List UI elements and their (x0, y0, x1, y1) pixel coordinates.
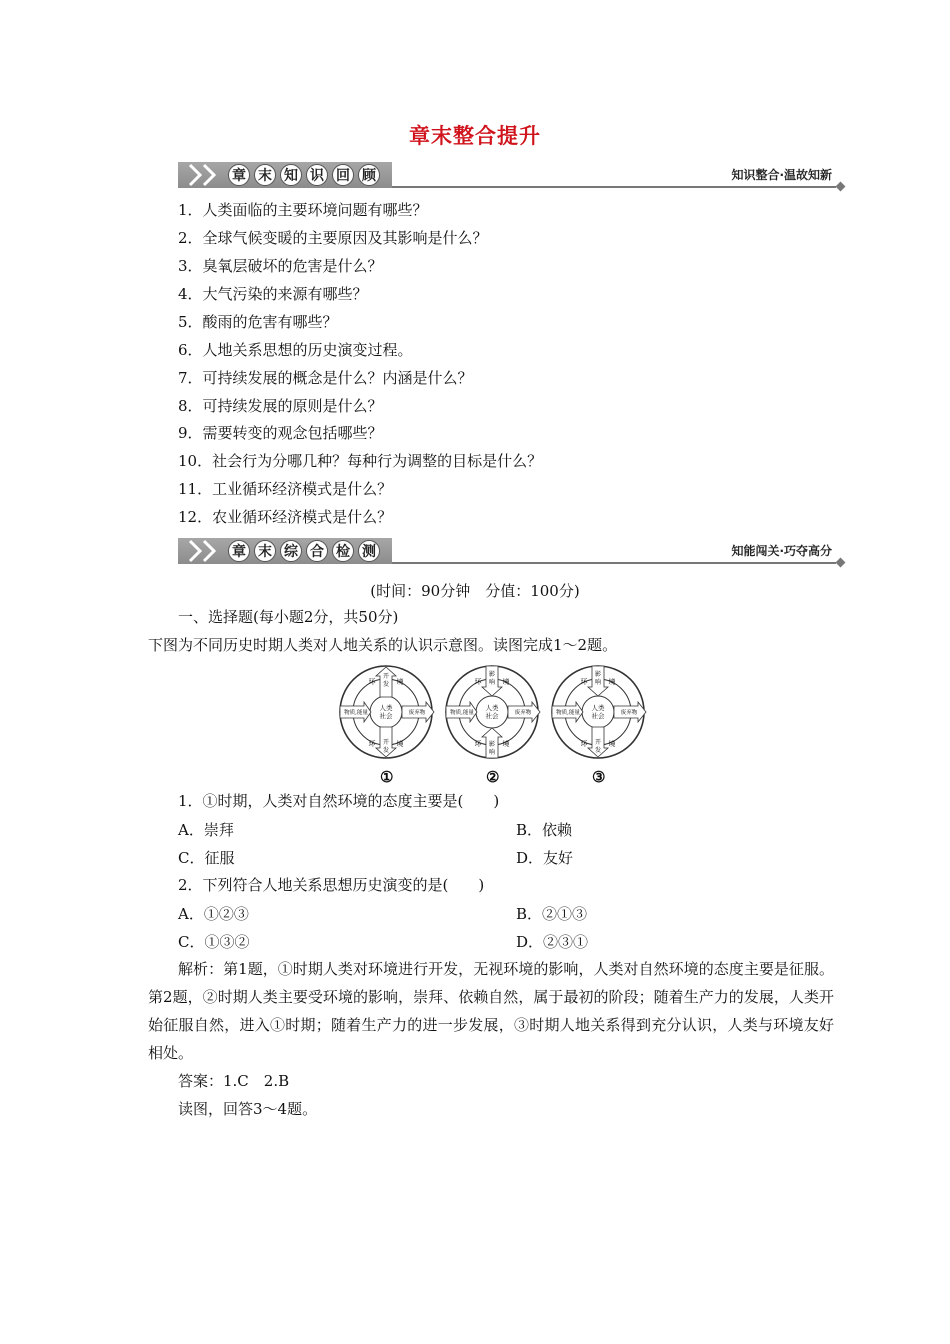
center-label: 人类 (485, 704, 499, 712)
center-label: 人类 (591, 704, 605, 712)
option-d: D．友好 (516, 849, 574, 867)
review-question: 2．全球气候变暖的主要原因及其影响是什么？ (178, 229, 488, 247)
develop-label: 发 (594, 747, 602, 754)
diamond-icon (836, 558, 846, 568)
chevron-right-icon (188, 539, 202, 563)
chevron-right-icon (202, 539, 216, 563)
page-title: 章末整合提升 (409, 123, 541, 148)
section-banner-review (178, 162, 846, 190)
option-d: D．②③① (516, 933, 589, 951)
env-label: 环 (580, 740, 588, 748)
review-question: 4．大气污染的来源有哪些？ (178, 285, 368, 303)
banner-char: 回 (332, 164, 354, 186)
question-intro: 下图为不同历史时期人类对人地关系的认识示意图。读图完成1～2题。 (148, 636, 618, 654)
review-question: 3．臭氧层破坏的危害是什么？ (178, 257, 383, 275)
center-label: 社会 (379, 712, 393, 720)
influence-label: 影 (594, 671, 602, 678)
input-label: 物质,能量 (556, 710, 580, 716)
chevron-right-icon (188, 163, 202, 187)
review-question: 9．需要转变的观念包括哪些？ (178, 424, 383, 442)
review-question: 6．人地关系思想的历史演变过程。 (178, 341, 413, 359)
env-label: 境 (608, 678, 616, 686)
question-stem: 2．下列符合人地关系思想历史演变的是( ) (178, 876, 485, 894)
influence-label: 响 (488, 749, 496, 756)
diagram-1 (340, 666, 434, 758)
env-label: 环 (368, 740, 376, 748)
review-question: 12．农业循环经济模式是什么？ (178, 508, 393, 526)
option-a: A．崇拜 (178, 821, 234, 839)
banner-char: 综 (280, 540, 302, 562)
option-c: C．征服 (178, 849, 235, 867)
review-question: 1．人类面临的主要环境问题有哪些？ (178, 201, 428, 219)
analysis-text: 解析：第1题，①时期人类对环境进行开发，无视环境的影响，人类对自然环境的态度主要是征服。第2题，②时期人类主要受环境的影响，崇拜、依赖自然，属于最初的阶段；随着生产力的发展，人类开始征服自然，进入①时期；随着生产力的进一步发展，③时期人地关系得到充分认识，人类与环境友好相处。 (148, 960, 834, 1062)
section-banner-test (178, 538, 846, 566)
banner-char: 章 (228, 164, 250, 186)
banner-char: 顾 (358, 164, 380, 186)
env-label: 环 (474, 740, 482, 748)
env-label: 环 (368, 678, 376, 686)
review-question: 8．可持续发展的原则是什么？ (178, 397, 383, 415)
review-question: 11．工业循环经济模式是什么？ (178, 480, 393, 498)
option-c: C．①③② (178, 933, 250, 951)
figure-label: ① (380, 768, 394, 786)
influence-label: 影 (488, 741, 496, 748)
influence-label: 响 (488, 679, 496, 686)
banner-char: 末 (254, 164, 276, 186)
option-a: A．①②③ (178, 905, 249, 923)
diagram-3 (552, 666, 646, 758)
banner-char: 知 (280, 164, 302, 186)
env-label: 环 (474, 678, 482, 686)
chevron-right-icon (202, 163, 216, 187)
banner-char: 章 (228, 540, 250, 562)
diagram-2 (446, 666, 540, 758)
develop-label: 开 (594, 739, 602, 746)
env-label: 境 (502, 678, 510, 686)
option-b: B．依赖 (516, 821, 573, 839)
human-earth-diagram (338, 664, 650, 762)
banner-char: 测 (358, 540, 380, 562)
banner-title (228, 164, 380, 186)
question-stem: 1．①时期，人类对自然环境的态度主要是( ) (178, 792, 500, 810)
env-label: 境 (396, 740, 404, 748)
input-label: 物质,能量 (450, 710, 474, 716)
input-label: 物质,能量 (344, 710, 368, 716)
output-label: 废弃物 (514, 710, 532, 716)
output-label: 废弃物 (620, 710, 638, 716)
env-label: 境 (396, 678, 404, 686)
banner-rule (392, 562, 836, 564)
develop-label: 开 (382, 739, 390, 746)
center-label: 社会 (591, 712, 605, 720)
review-question: 7．可持续发展的概念是什么？内涵是什么？ (178, 369, 473, 387)
exam-info: (时间：90分钟 分值：100分) (370, 582, 580, 600)
banner-char: 识 (306, 164, 328, 186)
env-label: 境 (608, 740, 616, 748)
review-question: 5．酸雨的危害有哪些？ (178, 313, 338, 331)
env-label: 环 (580, 678, 588, 686)
figure-label: ② (486, 768, 500, 786)
answer-text: 答案：1.C 2.B (178, 1072, 290, 1090)
influence-label: 影 (488, 671, 496, 678)
develop-label: 发 (382, 747, 390, 754)
option-b: B．②①③ (516, 905, 588, 923)
banner-tag: 知识整合·温故知新 (731, 168, 832, 182)
diamond-icon (836, 182, 846, 192)
env-label: 境 (502, 740, 510, 748)
output-label: 废弃物 (408, 710, 426, 716)
develop-label: 开 (382, 673, 390, 680)
develop-label: 发 (382, 681, 390, 688)
banner-title (228, 540, 380, 562)
influence-label: 响 (594, 679, 602, 686)
center-label: 社会 (485, 712, 499, 720)
banner-char: 检 (332, 540, 354, 562)
question-intro: 读图，回答3～4题。 (178, 1100, 318, 1118)
review-question: 10．社会行为分哪几种？每种行为调整的目标是什么？ (178, 452, 543, 470)
banner-tag: 知能闯关·巧夺高分 (731, 544, 832, 558)
center-label: 人类 (379, 704, 393, 712)
banner-rule (392, 186, 836, 188)
figure-label: ③ (592, 768, 606, 786)
banner-char: 合 (306, 540, 328, 562)
banner-char: 末 (254, 540, 276, 562)
section-heading: 一、选择题(每小题2分，共50分) (178, 608, 399, 626)
